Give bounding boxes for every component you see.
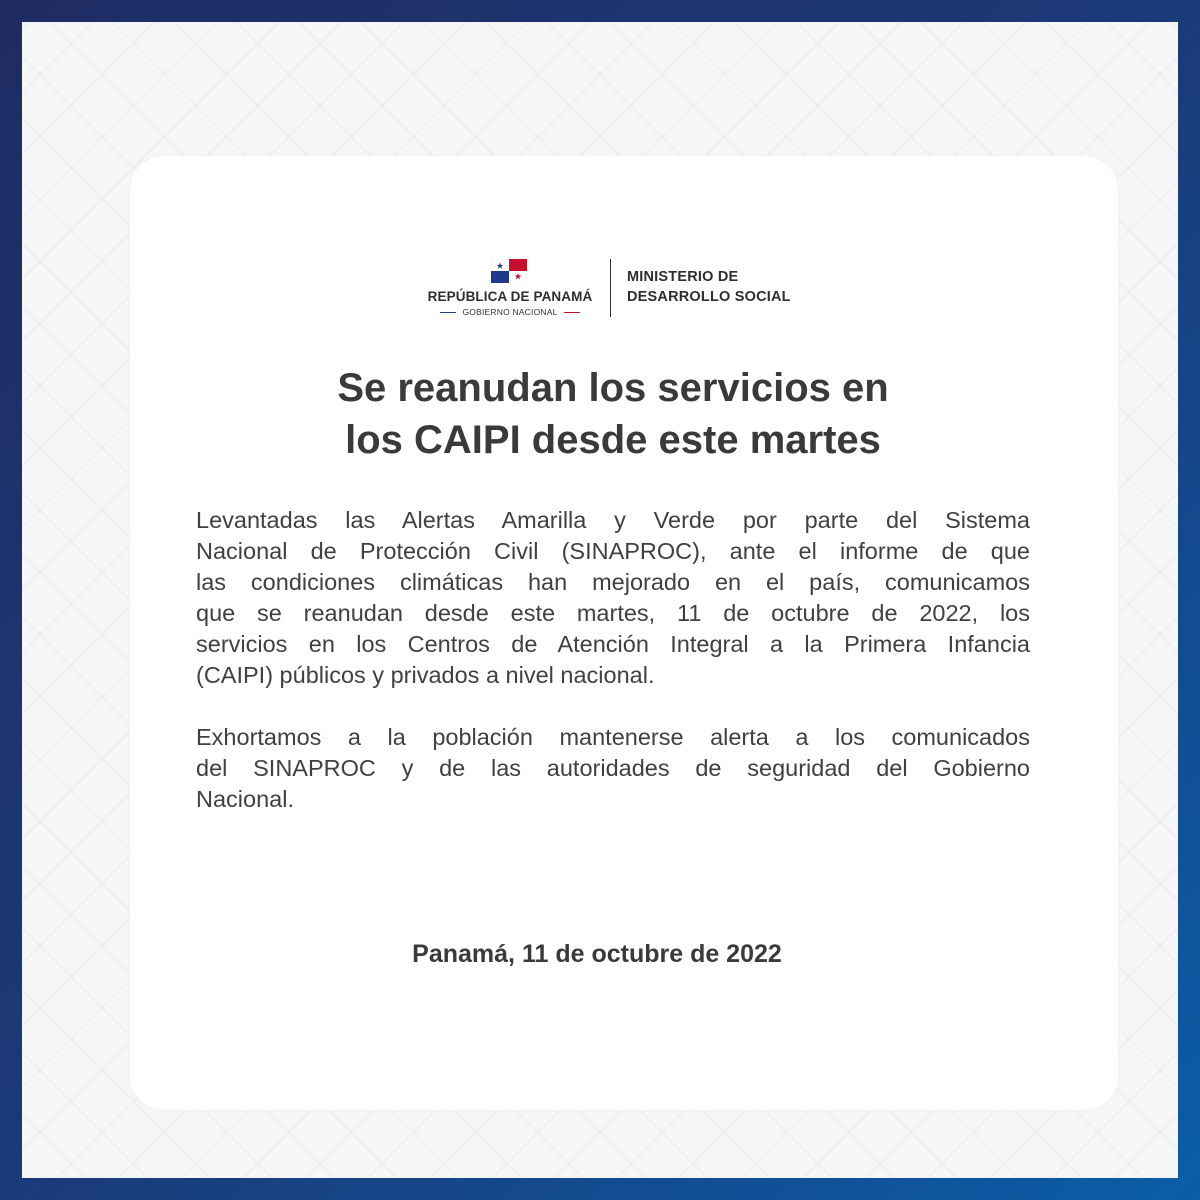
paragraph-2: [196, 722, 1030, 815]
paragraph-1-line: servicios en los Centros de Atención Integral a la Primera Infancia: [196, 631, 1030, 657]
panama-flag-icon: [491, 259, 527, 283]
ministry-line-2: DESARROLLO SOCIAL: [627, 289, 791, 305]
paragraph-1-line: que se reanudan desde este martes, 11 de octubre de 2022, los: [196, 600, 1030, 626]
government-subtitle-text: GOBIERNO NACIONAL: [462, 307, 558, 317]
title-line-2: los CAIPI desde este martes: [345, 418, 881, 462]
logo-divider: [610, 259, 611, 317]
paragraph-2-line: Nacional.: [196, 786, 294, 812]
page-title: [150, 362, 1076, 466]
red-rule: [564, 312, 580, 313]
paragraph-1-line: Levantadas las Alertas Amarilla y Verde por parte del Sistema: [196, 507, 1030, 533]
paragraph-1: [196, 505, 1030, 691]
blue-rule: [440, 312, 456, 313]
government-subtitle: [422, 307, 598, 317]
government-logo: [422, 257, 812, 321]
ministry-line-1: MINISTERIO DE: [627, 269, 739, 285]
paragraph-1-line: las condiciones climáticas han mejorado en el país, comunicamos: [196, 569, 1030, 595]
title-line-1: Se reanudan los servicios en: [337, 366, 889, 410]
paragraph-2-line: del SINAPROC y de las autoridades de seguridad del Gobierno: [196, 755, 1030, 781]
paragraph-1-line: Nacional de Protección Civil (SINAPROC), ante el informe de que: [196, 538, 1030, 564]
paragraph-1-line: (CAIPI) públicos y privados a nivel nacional.: [196, 662, 655, 688]
date-line: Panamá, 11 de octubre de 2022: [412, 940, 782, 968]
government-name: REPÚBLICA DE PANAMÁ: [427, 289, 593, 304]
paragraph-2-line: Exhortamos a la población mantenerse alerta a los comunicados: [196, 724, 1030, 750]
ministry-name: [627, 267, 791, 307]
